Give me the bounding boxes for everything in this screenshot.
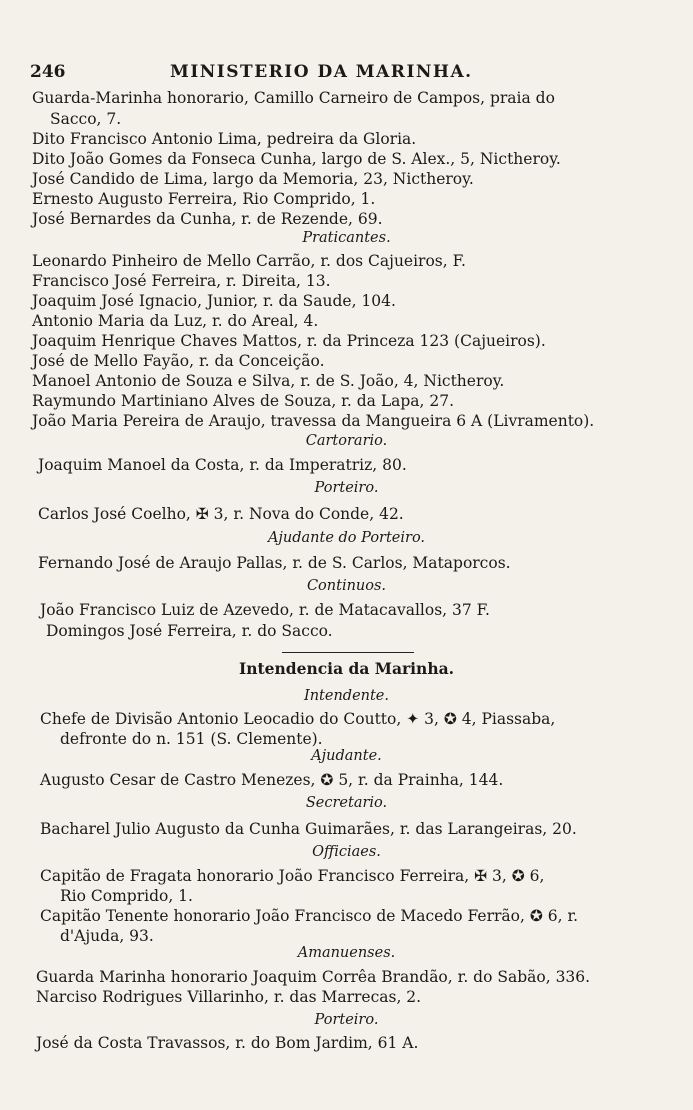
directory-entry: Chefe de Divisão Antonio Leocadio do Coutto, ✦ 3, ✪ 4, Piassaba, <box>40 710 556 728</box>
directory-entry: Manoel Antonio de Souza e Silva, r. de S. João, 4, Nictheroy. <box>32 372 505 390</box>
directory-entry: Capitão de Fragata honorario João Francisco Ferreira, ✠ 3, ✪ 6, <box>40 867 545 885</box>
directory-entry: Antonio Maria da Luz, r. do Areal, 4. <box>32 312 319 330</box>
directory-entry: Narciso Rodrigues Villarinho, r. das Marrecas, 2. <box>36 988 422 1006</box>
directory-entry: Raymundo Martiniano Alves de Souza, r. da Lapa, 27. <box>32 392 455 410</box>
directory-entry: Fernando José de Araujo Pallas, r. de S. Carlos, Mataporcos. <box>38 554 511 572</box>
directory-entry: Guarda Marinha honorario Joaquim Corrêa Brandão, r. do Sabão, 336. <box>36 968 591 986</box>
directory-entry: Leonardo Pinheiro de Mello Carrão, r. dos Cajueiros, F. <box>32 252 466 270</box>
directory-entry: João Francisco Luiz de Azevedo, r. de Matacavallos, 37 F. <box>40 601 490 619</box>
directory-entry: José Bernardes da Cunha, r. de Rezende, 69. <box>32 210 383 228</box>
directory-entry: Ernesto Augusto Ferreira, Rio Comprido, 1. <box>32 190 376 208</box>
department-heading: Intendencia da Marinha. <box>238 659 455 678</box>
directory-entry: Sacco, 7. <box>50 110 122 128</box>
section-heading: Amanuenses. <box>297 945 396 961</box>
section-heading: Porteiro. <box>314 1012 379 1028</box>
section-heading: Ajudante. <box>311 748 382 764</box>
directory-entry: Joaquim José Ignacio, Junior, r. da Saude, 104. <box>32 292 396 310</box>
page-number: 246 <box>30 62 66 82</box>
running-title: MINISTERIO DA MARINHA. <box>170 62 473 82</box>
section-heading: Cartorario. <box>305 433 388 449</box>
section-heading: Praticantes. <box>302 230 391 246</box>
directory-entry: Dito João Gomes da Fonseca Cunha, largo de S. Alex., 5, Nictheroy. <box>32 150 561 168</box>
directory-entry: Capitão Tenente honorario João Francisco de Macedo Ferrão, ✪ 6, r. <box>40 907 579 925</box>
section-heading: Ajudante do Porteiro. <box>267 530 426 546</box>
page-header <box>30 62 660 86</box>
directory-entry: defronte do n. 151 (S. Clemente). <box>60 730 323 748</box>
directory-entry: José de Mello Fayão, r. da Conceição. <box>32 352 325 370</box>
directory-entry: João Maria Pereira de Araujo, travessa da Mangueira 6 A (Livramento). <box>32 412 595 430</box>
directory-entry: Joaquim Manoel da Costa, r. da Imperatriz, 80. <box>38 456 407 474</box>
directory-entry: Bacharel Julio Augusto da Cunha Guimarães, r. das Larangeiras, 20. <box>40 820 577 838</box>
directory-entry: Carlos José Coelho, ✠ 3, r. Nova do Conde, 42. <box>38 505 404 523</box>
section-heading: Secretario. <box>305 795 388 811</box>
section-heading: Continuos. <box>306 578 387 594</box>
directory-entry: Joaquim Henrique Chaves Mattos, r. da Princeza 123 (Cajueiros). <box>32 332 546 350</box>
section-divider <box>282 652 414 653</box>
directory-entry: Domingos José Ferreira, r. do Sacco. <box>46 622 333 640</box>
section-heading: Officiaes. <box>312 844 381 860</box>
directory-entry: José Candido de Lima, largo da Memoria, 23, Nictheroy. <box>32 170 474 188</box>
directory-entry: Guarda-Marinha honorario, Camillo Carneiro de Campos, praia do <box>32 89 555 107</box>
directory-entry: José da Costa Travassos, r. do Bom Jardim, 61 A. <box>36 1034 419 1052</box>
section-heading: Porteiro. <box>314 480 379 496</box>
directory-entry: Rio Comprido, 1. <box>60 887 193 905</box>
section-heading: Intendente. <box>303 688 390 704</box>
directory-entry: Dito Francisco Antonio Lima, pedreira da Gloria. <box>32 130 417 148</box>
directory-entry: Francisco José Ferreira, r. Direita, 13. <box>32 272 331 290</box>
directory-entry: Augusto Cesar de Castro Menezes, ✪ 5, r. da Prainha, 144. <box>40 771 504 789</box>
directory-entry: d'Ajuda, 93. <box>60 927 154 945</box>
